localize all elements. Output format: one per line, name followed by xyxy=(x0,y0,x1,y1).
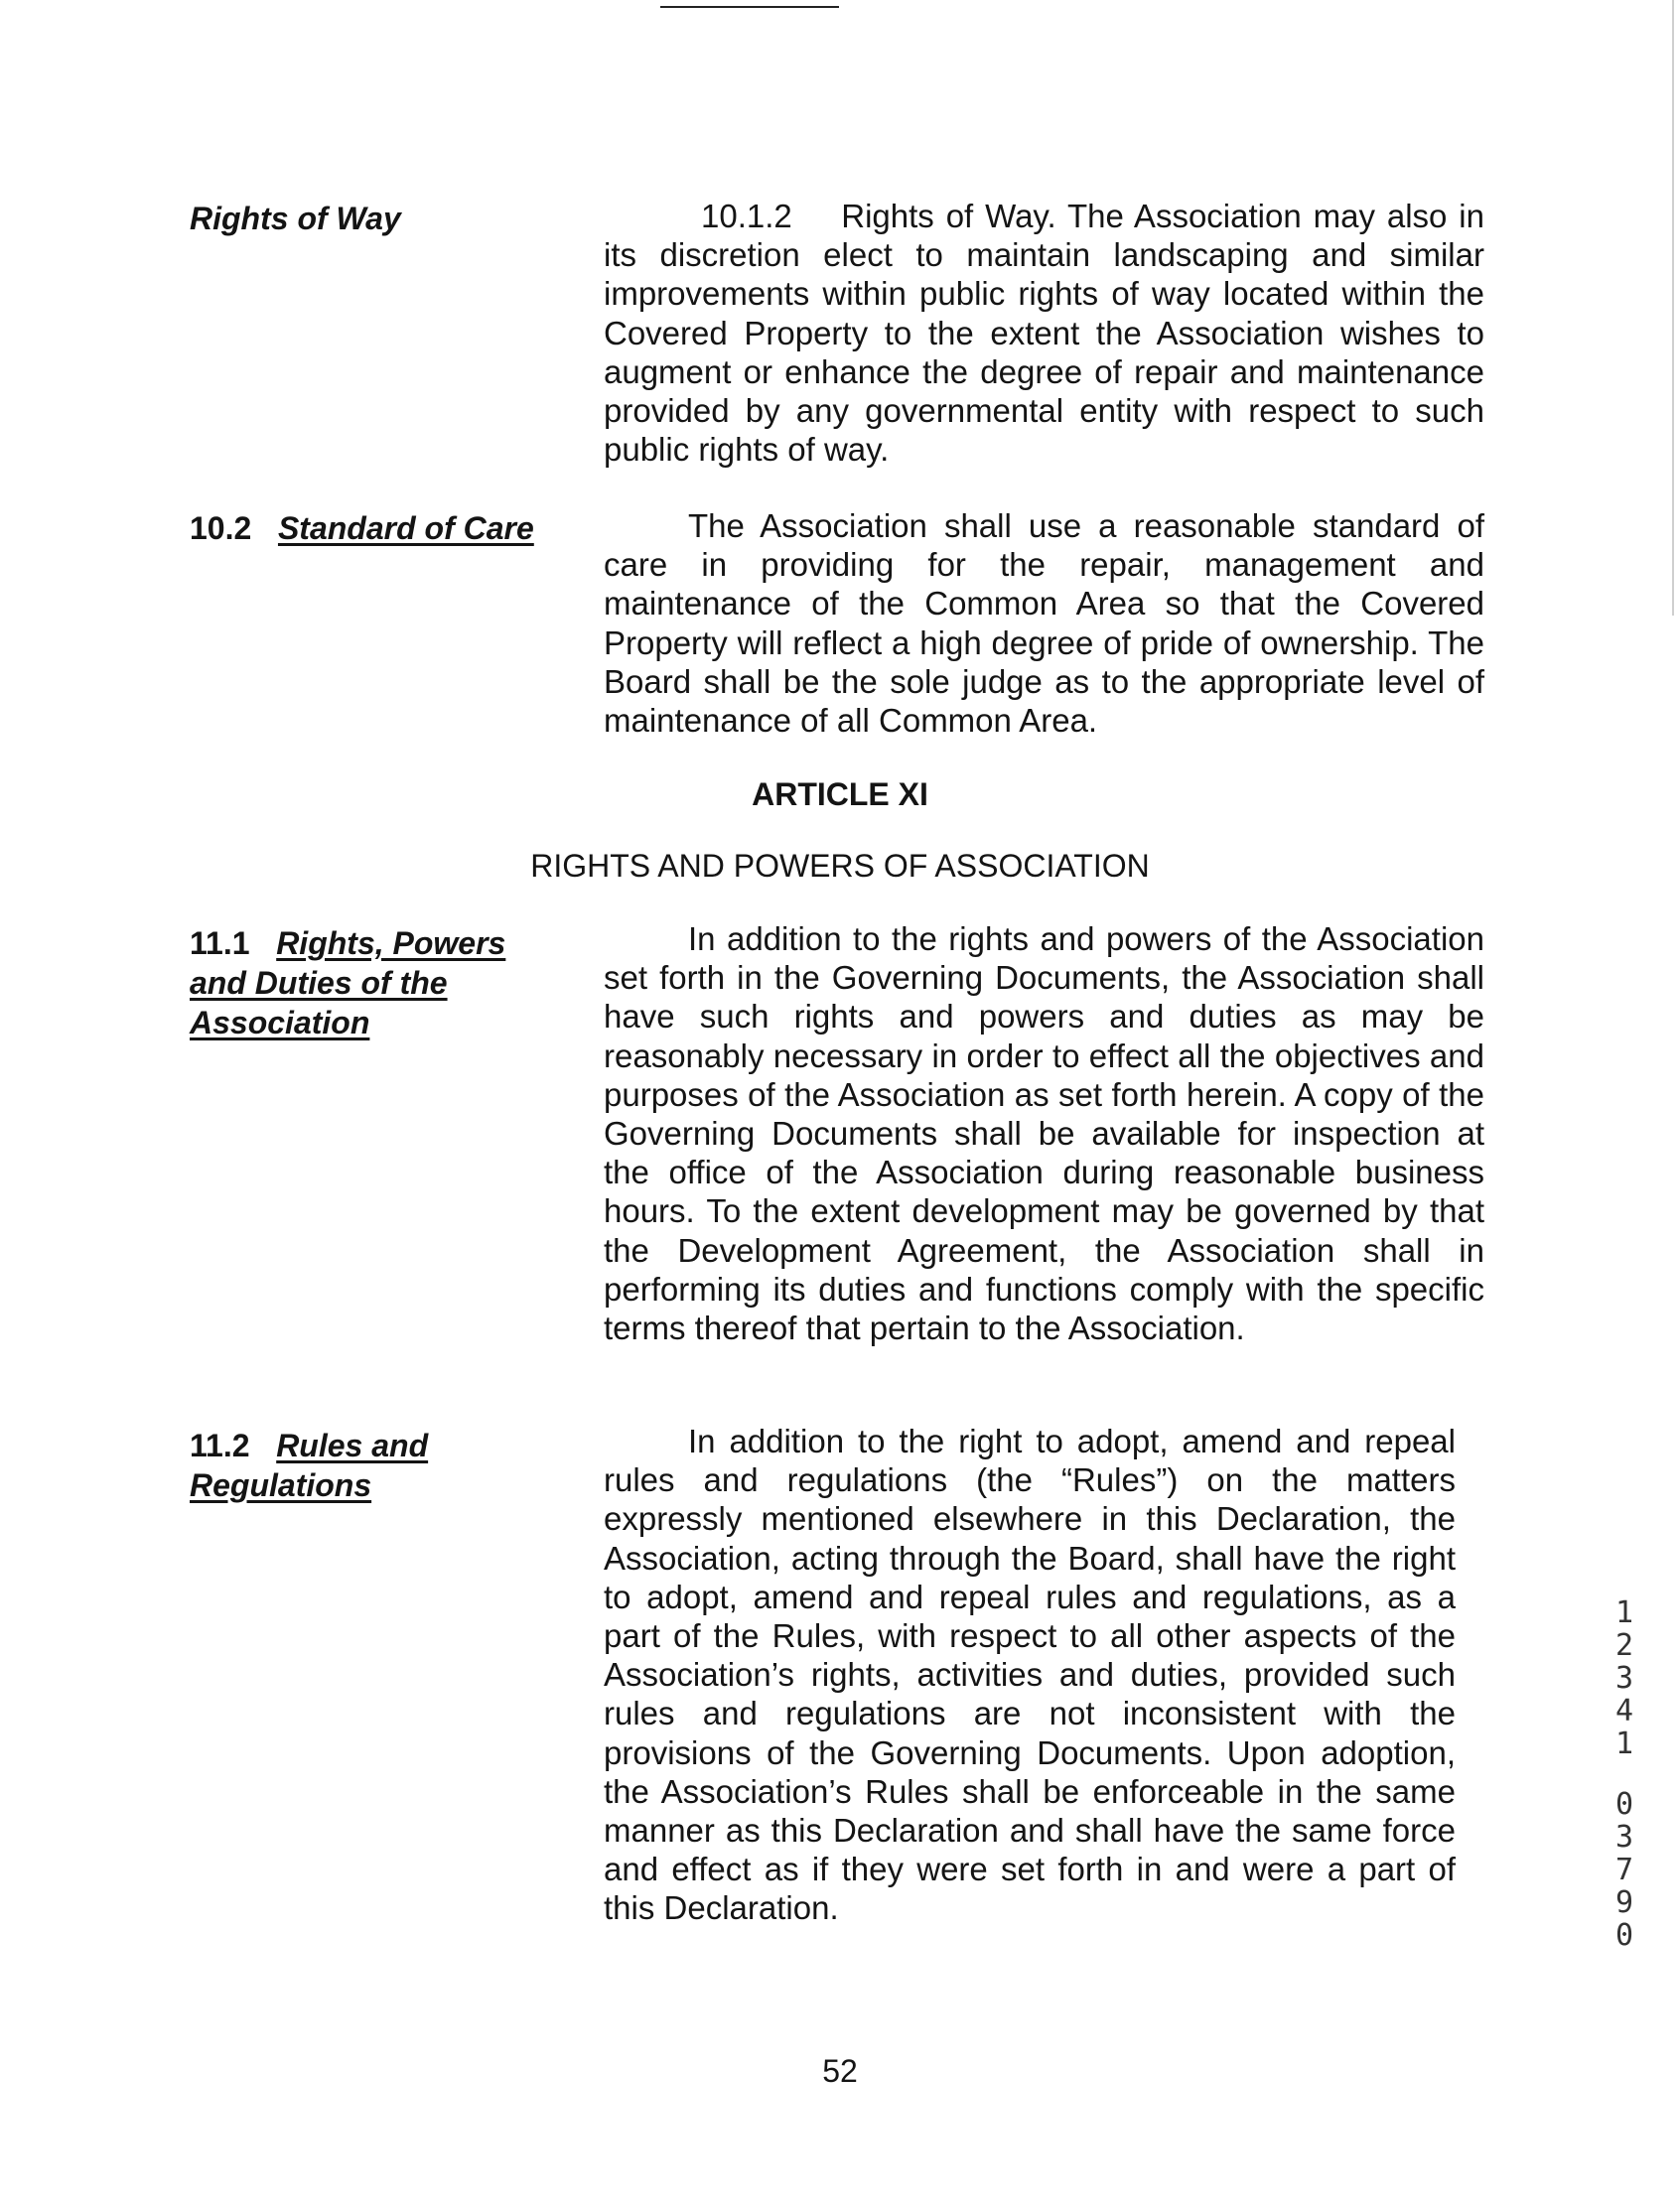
heading-number: 10.2 xyxy=(190,510,252,546)
stamp-digit: 4 xyxy=(1614,1694,1634,1728)
article-subtitle: RIGHTS AND POWERS OF ASSOCIATION xyxy=(530,848,1150,884)
paragraph-intro: 10.1.2 Rights of Way. xyxy=(701,198,1056,234)
stamp-digit: 3 xyxy=(1614,1661,1634,1696)
paragraph-rights-powers-duties xyxy=(604,919,1484,1347)
heading-title: Rights of Way xyxy=(190,201,401,236)
heading-title: Standard of Care xyxy=(277,510,534,546)
heading-title: Rights, Powers and Duties of the Association xyxy=(190,925,506,1040)
stamp-digit: 9 xyxy=(1614,1885,1634,1920)
heading-title: Rules and Regulations xyxy=(190,1428,429,1503)
stamp-digit: 0 xyxy=(1614,1918,1634,1953)
stamp-digit: 1 xyxy=(1614,1595,1634,1630)
paragraph-rights-of-way xyxy=(604,197,1484,469)
paragraph-standard-of-care xyxy=(604,506,1484,740)
margin-document-stamp xyxy=(1605,1596,1644,1952)
stamp-digit: 2 xyxy=(1614,1628,1634,1663)
stamp-digit: 7 xyxy=(1614,1853,1634,1887)
heading-number: 11.1 xyxy=(190,925,250,961)
stamp-digit: 0 xyxy=(1614,1787,1634,1822)
heading-number: 11.2 xyxy=(190,1428,250,1463)
top-edge-mark xyxy=(660,0,839,8)
paragraph-body: The Association may also in its discretion elect to maintain landscaping and similar improvements within public rights of way located within the Covered Property to the extent the Association wishes to augment or enhance the degree of repair and maintenance provided by any governmental entity with respect to such public rights of way. xyxy=(604,198,1484,469)
page-number: 52 xyxy=(822,2053,858,2089)
heading-rules-and-regulations xyxy=(190,1426,547,1505)
paragraph-rules-and-regulations xyxy=(604,1422,1456,1928)
stamp-digit: 1 xyxy=(1614,1727,1634,1761)
heading-standard-of-care xyxy=(190,508,534,548)
paragraph-body: In addition to the rights and powers of the Association set forth in the Governing Documents, the Association shall have such rights and powers and duties as may be reasonably necessary in order to effect all the objectives and purposes of the Association as set forth herein. A copy of the Governing Documents shall be available for inspection at the office of the Association during reasonable business hours. To the extent development may be governed by that the Development Agreement, the Association shall in performing its duties and functions comply with the specific terms thereof that pertain to the Association. xyxy=(604,920,1484,1347)
stamp-digit: 3 xyxy=(1614,1820,1634,1855)
heading-rights-powers-duties xyxy=(190,923,547,1042)
heading-rights-of-way xyxy=(190,199,401,238)
paragraph-body: In addition to the right to adopt, amend and repeal rules and regulations (the “Rules”) on the matters expressly mentioned elsewhere in this Declaration, the Association, acting through the Board, shall have the right to adopt, amend and repeal rules and regulations, as a part of the Rules, with respect to all other aspects of the Association’s rights, activities and duties, provided such rules and regulations are not inconsistent with the provisions of the Governing Documents. Upon adoption, the Association’s Rules shall be enforceable in the same manner as this Declaration and shall have the same force and effect as if they were set forth in and were a part of this Declaration. xyxy=(604,1423,1456,1927)
paragraph-body: The Association shall use a reasonable standard of care in providing for the repair, management and maintenance of the Common Area so that the Covered Property will reflect a high degree of pride of ownership. The Board shall be the sole judge as to the appropriate level of maintenance of all Common Area. xyxy=(604,507,1484,740)
scan-edge-line xyxy=(1672,0,1674,616)
article-title: ARTICLE XI xyxy=(752,776,928,812)
